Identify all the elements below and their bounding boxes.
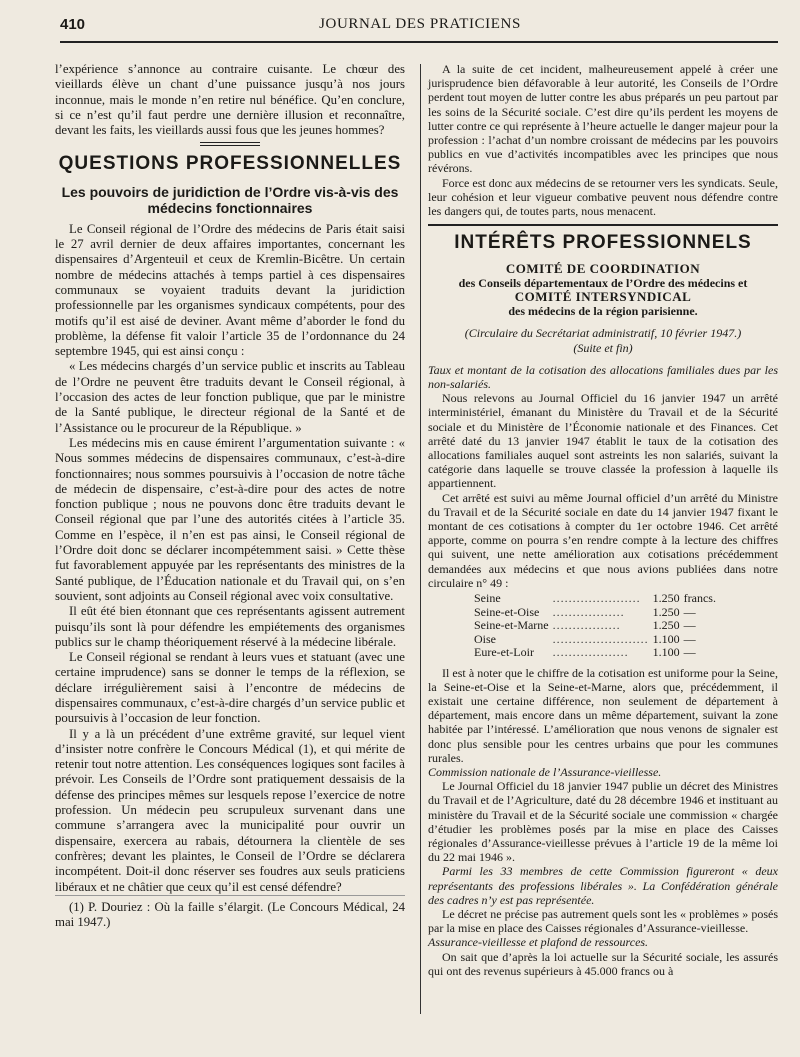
paragraph: Il est à noter que le chiffre de la cotisation est uniforme pour la Seine, la Seine-et-Oise et la Seine-et-Marne, alors que, précédemment, il existait une certaine différence, non seulement de département à département, mais encore dans un même département, suivant la zone habitée par l’intéressé. L’amélioration que nous venons de signaler est donc plus sensible pour les centres urbains que pour les communes rurales. (428, 665, 778, 765)
rate-amount: 1.100 (652, 645, 680, 660)
paragraph: Parmi les 33 membres de cette Commission figureront « deux représentants des professions libérales ». La Confédération générale des cadres n’y est pas représentée. (428, 864, 778, 907)
circular-subline: (Suite et fin) (573, 340, 633, 355)
committee-line: des médecins de la région parisienne. (508, 304, 698, 319)
paragraph: On sait que d’après la loi actuelle sur la Sécurité sociale, les assurés qui ont des revenus supérieurs à 45.000 francs ou à (428, 949, 778, 978)
committee-heading (428, 262, 778, 318)
rates-table (474, 592, 720, 660)
committee-line: COMITÉ INTERSYNDICAL (514, 289, 692, 305)
table-row (474, 646, 720, 660)
journal-title: JOURNAL DES PRATICIENS (319, 16, 521, 32)
paragraph: Cet arrêté est suivi au même Journal officiel d’un arrêté du Ministre du Travail et de la Sécurité sociale en date du 14 janvier 1947 fixant le montant de ces cotisations à compter du 1er octobre 1946. Cet arrêté apporte, comme on pourra s’en rendre compte à la lecture des chiffres qui suivent, une nette amélioration aux cotisations précédemment demandées aux médecins et que nous avions publiées dans notre circulaire n° 49 : (428, 490, 778, 590)
section-title-interets: INTÉRÊTS PROFESSIONNELS (454, 232, 752, 254)
table-row (474, 619, 720, 633)
leader-dots: .................. (552, 604, 625, 619)
subheading: Commission nationale de l’Assurance-vieillesse. (428, 765, 662, 780)
right-column (428, 62, 778, 978)
subheading: Assurance-vieillesse et plafond de ressources. (428, 935, 649, 950)
dept-name: Seine-et-Oise (474, 604, 540, 619)
paragraph: A la suite de cet incident, malheureusement appelé à créer une jurisprudence bien défavorable à leur autorité, les Conseils de l’Ordre perdent tout moyen de lutter contre les abus préparés un peu partout par les soins de la Sécurité sociale. C’est dire qu’ils perdent les moyens de lutter contre ce qui représente à l’heure actuelle le danger majeur pour la profession : l’achat d’un nombre croissant de médecins par les pouvoirs publics en vue d’activités incompatibles avec les principes que nous révérons. (428, 62, 778, 176)
paragraph: Il eût été bien étonnant que ces représentants agissent autrement puisqu’ils sont là pour défendre les empiétements des organismes publics sur le champ théoriquement réservé à la médecine libérale. (55, 604, 405, 649)
table-row (474, 592, 720, 606)
paragraph: Le Journal Officiel du 18 janvier 1947 publie un décret des Ministres du Travail et de l’Agriculture, daté du 28 décembre 1946 et instituant au ministère du Travail et de la Sécurité sociale une commission « chargée d’étudier les problèmes posés par la mise en place des Caisses régionales d’Assurance-vieillesse prévues à l’article 19 de la même loi du 22 mai 1946 ». (428, 779, 778, 865)
circular-reference (428, 326, 778, 354)
dept-name: Seine-et-Marne (474, 618, 549, 633)
rate-unit: — (683, 645, 696, 660)
separator (200, 142, 260, 146)
rate-unit: francs. (683, 591, 716, 606)
paragraph: Force est donc aux médecins de se retourner vers les syndicats. Seule, leur cohésion et leur vigueur combative peuvent nous défendre contre les dangers qui, de toutes parts, nous menacent. (428, 175, 778, 219)
paragraph: Les médecins mis en cause émirent l’argumentation suivante : « Nous sommes médecins de dispensaires communaux, c’est-à-dire fonctionnaires; nous sommes poursuivis à l’occasion de notre tâche de médecin de dispensaire, c’est-à-dire pour des actes de notre fonction publique ; nous ne pouvons donc être traduits devant le Conseil régional que par l’une des autorités citées à l’article 35. Comme en l’espèce, il n’en est pas ainsi, le Conseil régional de l’Ordre doit donc se déclarer incompétemment saisi. » Cette thèse fut favorablement appuyée par les représentants des ministres de la Santé publique, de l’Éducation nationale et du Travail qui, on s’en souvient, sont adjoints au Conseil régional avec voix consultative. (55, 435, 405, 603)
article-title: Les pouvoirs de juridiction de l’Ordre vis-à-vis des médecins fonctionnaires (61, 183, 399, 216)
leader-dots: ...................... (552, 591, 641, 606)
rate-amount: 1.250 (652, 604, 680, 619)
left-column (55, 62, 405, 930)
paragraph: Le Conseil régional de l’Ordre des médecins de Paris était saisi le 27 avril dernier de deux affaires importantes, concernant les dispensaires d’Argenteuil et ceux de Kremlin-Bicêtre. Un certain nombre de médecins attachés à temps partiel à ces dispensaires communaux se voyaient traduits devant la juridiction professionnelle par les organismes syndicaux compétents, pour des motifs qu’il est aisé de deviner. Avant même d’aborder le fond du problème, la défense fit valoir l’article 35 de l’ordonnance du 24 septembre 1945, qui est ainsi conçu : (55, 221, 405, 359)
subheading: Taux et montant de la cotisation des allocations familiales dues par les non-salariés. (428, 362, 778, 392)
committee-line: des Conseils départementaux de l’Ordre des médecins et (458, 276, 748, 291)
committee-line: COMITÉ DE COORDINATION (505, 261, 701, 277)
leader-dots: ................. (552, 618, 621, 633)
rate-amount: 1.250 (652, 618, 680, 633)
leader-dots: ........................ (552, 631, 649, 646)
footnote: (1) P. Douriez : Où la faille s’élargit. (Le Concours Médical, 24 mai 1947.) (55, 895, 405, 931)
dept-name: Seine (474, 591, 501, 606)
rate-amount: 1.100 (652, 631, 680, 646)
intro-paragraph: l’expérience s’annonce au contraire cuisante. Le chœur des vieillards élève un chant d’une puissance jusqu’à nos jours inconnue, mais le monde n’en retire nul bénéfice. Qu’en conclure, si ce n’est qu’il faut perdre une dernière illusion et reconnaître, devant les faits, les vieillards aussi fous que les jeunes hommes? (55, 62, 405, 138)
header-rule (60, 41, 778, 43)
rate-unit: — (683, 604, 696, 619)
rate-unit: — (683, 631, 696, 646)
dept-name: Oise (474, 631, 496, 646)
table-row (474, 606, 720, 620)
paragraph: « Les médecins chargés d’un service public et inscrits au Tableau de l’Ordre ne peuvent être traduits devant le Conseil régional, à l’occasion des actes de leur fonction publique, que par le ministre de la Santé publique, le directeur régional de la Santé et de l’Assistance ou le procureur de la République. » (55, 359, 405, 435)
section-title-questions: QUESTIONS PROFESSIONNELLES (58, 153, 402, 175)
paragraph: Le décret ne précise pas autrement quels sont les « problèmes » posés par la mise en place des Caisses régionales d’Assurance-vieillesse. (428, 907, 778, 936)
table-row (474, 633, 720, 647)
rate-amount: 1.250 (652, 591, 680, 606)
paragraph: Il y a là un précédent d’une extrême gravité, sur lequel vient d’insister notre confrère le Concours Médical (1), et qui mérite de retenir tout notre attention. Les conséquences logiques sont faciles à prévoir. Les Conseils de l’Ordre sont pratiquement dessaisis de la défense des principes mêmes sur lesquels repose l’exercice de notre profession. Un médecin peu scrupuleux survenant dans une commune s’arrangera avec la municipalité pour ouvrir un dispensaire, exercera au rabais, détournera la clientèle de ses confrères; devant les plaintes, le Conseil de l’Ordre se déclarera incompétent. Doit-il donc réserver ses foudres aux seuls praticiens libéraux et ne châtier que ceux qu’il est censé défendre? (55, 726, 405, 894)
column-divider (420, 64, 421, 1014)
separator (428, 224, 778, 226)
paragraph: Nous relevons au Journal Officiel du 16 janvier 1947 un arrêté interministériel, émanant du Ministère du Travail et de la Sécurité sociale et du Ministère de l’Économie nationale et des Finances. Cet arrêté daté du 13 janvier 1947 établit le taux de la cotisation des allocations familiales auquel sont astreints les non salariés, suivant la catégorie dans laquelle se trouve classée la profession à laquelle ils appartiennent. (428, 391, 778, 491)
paragraph: Le Conseil régional se rendant à leurs vues et statuant (avec une certaine imprudence) sans se donner le temps de la réflexion, se déclare irrégulièrement saisi à l’encontre de médecins de dispensaires communaux, c’est-à-dire chargés d’un service public et poursuivis à l’occasion de leur fonction. (55, 650, 405, 726)
page-header (60, 14, 780, 36)
circular-line: (Circulaire du Secrétariat administratif, 10 février 1947.) (464, 326, 742, 341)
leader-dots: ................... (552, 645, 629, 660)
rate-unit: — (683, 618, 696, 633)
page-number: 410 (60, 16, 86, 33)
dept-name: Eure-et-Loir (474, 645, 534, 660)
